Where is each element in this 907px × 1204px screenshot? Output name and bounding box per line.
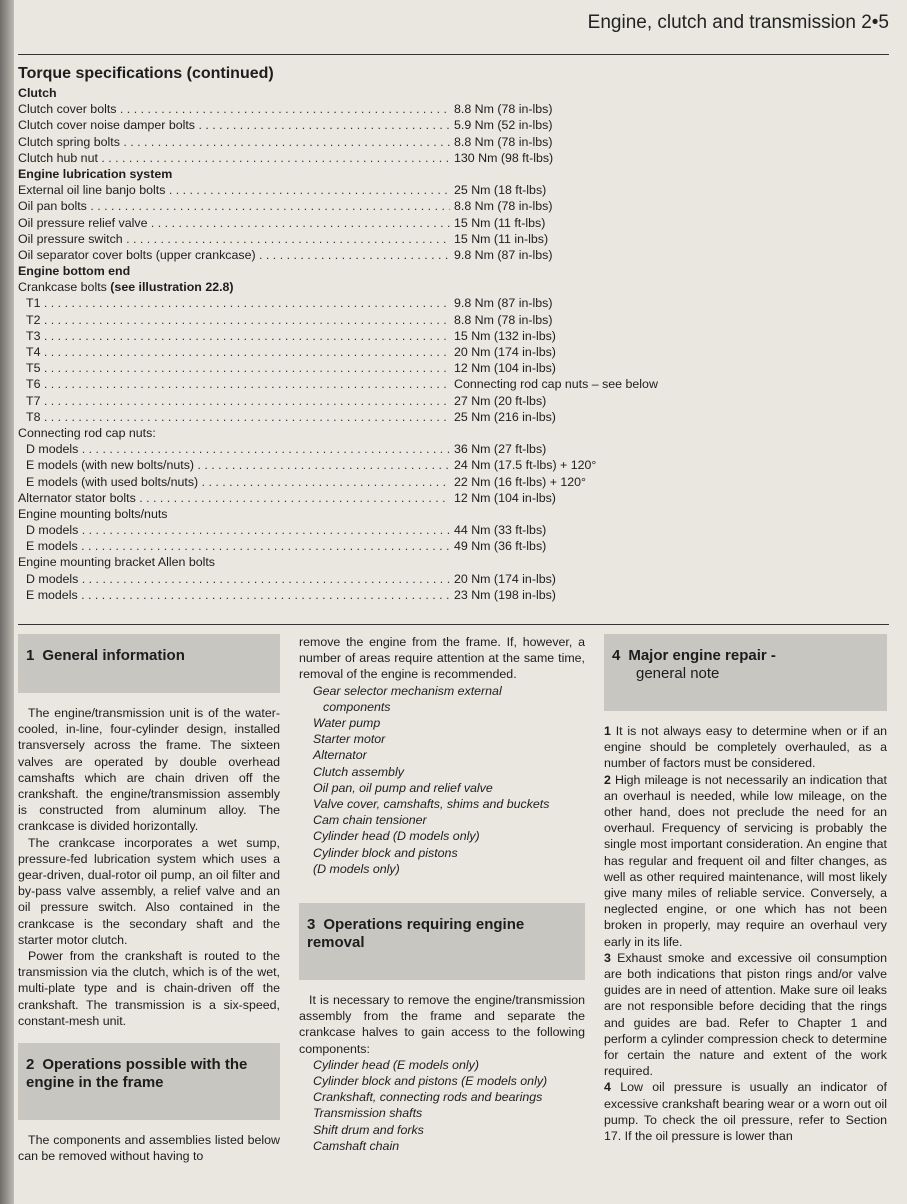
spec-value: 8.8 Nm (78 in-lbs) — [454, 312, 553, 327]
spec-value: 36 Nm (27 ft-lbs) — [454, 442, 547, 457]
spec-row — [18, 587, 888, 603]
spec-value: 8.8 Nm (78 in-lbs) — [454, 199, 553, 214]
spec-name: T7 . . . — [26, 393, 450, 409]
spec-name: T6 . . . — [26, 376, 450, 392]
list-item: Alternator — [313, 748, 367, 763]
crankcase-label: Crankcase bolts — [18, 280, 107, 295]
spec-value: 15 Nm (11 ft-lbs) — [454, 215, 546, 230]
mounting-label: Engine mounting bolts/nuts — [18, 506, 168, 521]
bottom-end-heading: Engine bottom end — [18, 264, 131, 279]
section-number: 4 — [612, 647, 621, 664]
spec-value: 20 Nm (174 in-lbs) — [454, 345, 556, 359]
page-header: Engine, clutch and transmission 2•5 — [587, 12, 889, 33]
spec-value: 5.9 Nm (52 in-lbs) — [454, 118, 553, 133]
bracket-label: Engine mounting bracket Allen bolts — [18, 555, 215, 570]
spec-row — [18, 312, 888, 328]
spec-value: 9.8 Nm (87 in-lbs) — [454, 247, 553, 262]
spec-row — [18, 101, 888, 117]
list-item: components — [323, 699, 391, 714]
spec-value: 49 Nm (36 ft-lbs) — [454, 539, 547, 554]
list-item: Camshaft chain — [313, 1138, 400, 1153]
spec-row — [18, 376, 888, 392]
paragraph: The crankcase incorporates a wet sump, pressure-fed lubrication system which uses a gear-driven, dual-rotor oil pump, an oil filter and by-pass valve assembly, a relief valve and an oil pressure switch. Also contained in the crankcase is the secondary shaft and the starter motor clutch. — [18, 835, 280, 947]
list-item: Gear selector mechanism external — [313, 683, 502, 698]
section-subtitle: general note — [636, 665, 720, 682]
spec-name: Oil pan bolts . . . — [18, 198, 450, 214]
spec-name: E models . . . — [26, 538, 450, 554]
spec-row — [18, 409, 888, 425]
spec-row — [18, 571, 888, 587]
list-item: Crankshaft, connecting rods and bearings — [313, 1090, 543, 1105]
clutch-heading: Clutch — [18, 86, 57, 100]
spec-value: Connecting rod cap nuts – see below — [454, 377, 658, 392]
spec-value: 25 Nm (18 ft-lbs) — [454, 183, 547, 198]
spec-value: 27 Nm (20 ft-lbs) — [454, 393, 547, 408]
list-item: Cylinder block and pistons (E models only) — [313, 1074, 548, 1089]
spec-name: T3 . . . — [26, 328, 450, 344]
spec-value: 12 Nm (104 in-lbs) — [454, 490, 556, 505]
spec-row — [18, 328, 888, 344]
section-title: General information — [42, 647, 185, 664]
spec-row — [18, 231, 888, 247]
conrod-label-row — [18, 425, 888, 441]
spec-name: E models (with new bolts/nuts) . . . — [26, 457, 450, 473]
mounting-label-row — [18, 506, 888, 522]
spec-row — [18, 538, 888, 554]
list-item: Starter motor — [313, 732, 386, 747]
section-1-heading — [18, 634, 280, 693]
spec-row — [18, 441, 888, 457]
conrod-label: Connecting rod cap nuts: — [18, 425, 156, 440]
list-item: Clutch assembly — [313, 764, 404, 779]
section-4-heading: 4 Major engine repair - general note — [604, 634, 887, 711]
spec-name: T4 . . . — [26, 344, 450, 360]
spec-name: Clutch cover bolts . . . — [18, 101, 450, 117]
list-item: Transmission shafts — [313, 1106, 423, 1121]
list-item: Cylinder block and pistons — [313, 845, 458, 860]
spec-name: Oil pressure switch . . . — [18, 231, 450, 247]
list-item: (D models only) — [313, 861, 400, 876]
list-item: Valve cover, camshafts, shims and buckets — [313, 797, 550, 812]
spec-row — [18, 474, 888, 490]
section-2-heading — [18, 1043, 280, 1120]
spec-value: 25 Nm (216 in-lbs) — [454, 409, 556, 424]
list-item: Shift drum and forks — [313, 1122, 424, 1137]
spec-value: 8.8 Nm (78 in-lbs) — [454, 134, 553, 149]
crankcase-label-row — [18, 279, 888, 295]
spec-value: 20 Nm (174 in-lbs) — [454, 571, 556, 586]
spec-name: D models . . . — [26, 522, 450, 538]
spec-value: 12 Nm (104 in-lbs) — [454, 361, 556, 376]
spec-name: Clutch spring bolts . . . — [18, 134, 450, 150]
spec-row — [18, 182, 888, 198]
spec-row — [18, 198, 888, 214]
paragraph: 2 High mileage is not necessarily an indication that an overhaul is needed, while low mileage, on the other hand, does not preclude the need for an overhaul. Frequency of servicing is probably the single most important consideration. An engine that has regular and frequent oil and filter changes, as well as other required maintenance, will most likely give many miles of reliable service. Conversely, a neglected engine, or one which has not been broken in properly, may require an overhaul very early in its life. — [604, 772, 887, 949]
spec-value: 23 Nm (198 in-lbs) — [454, 587, 556, 602]
spec-row — [18, 134, 888, 150]
list-item: Oil pan, oil pump and relief valve — [313, 780, 493, 795]
spec-row — [18, 247, 888, 263]
paragraph: It is necessary to remove the engine/transmission assembly from the frame and separate the crankcase halves to gain access to the following components: — [299, 993, 585, 1056]
column-1 — [18, 634, 280, 1164]
spec-row — [18, 360, 888, 376]
section-number: 2 — [26, 1056, 35, 1074]
page-binding-edge — [0, 0, 14, 1204]
spec-name: Oil pressure relief valve . . . — [18, 215, 450, 231]
spec-row — [18, 117, 888, 133]
spec-row — [18, 215, 888, 231]
spec-value: 15 Nm (11 in-lbs) — [454, 231, 549, 246]
spec-name: Oil separator cover bolts (upper crankcase) . . . — [18, 247, 450, 263]
spec-name: T5 . . . — [26, 360, 450, 376]
specs-title: Torque specifications (continued) — [18, 65, 274, 82]
paragraph: 3 Exhaust smoke and excessive oil consumption are both indications that piston rings and/or valve guides are in need of attention. Make sure oil leaks are not responsible before deciding that the rings and guides are bad. Refer to Chapter 1 and perform a cylinder compression check to determine for certain the nature and extent of the work required. — [604, 950, 887, 1079]
torque-specifications — [18, 64, 888, 603]
spec-value: 8.8 Nm (78 in-lbs) — [454, 102, 553, 117]
spec-row — [18, 490, 888, 506]
list-item: Cylinder head (E models only) — [313, 1057, 479, 1072]
paragraph: 1 It is not always easy to determine when or if an engine should be completely overhauled, as a number of factors must be considered. — [604, 724, 887, 771]
section-title: Major engine repair — [628, 647, 767, 664]
spec-row — [18, 522, 888, 538]
spec-name: External oil line banjo bolts . . . — [18, 182, 450, 198]
spec-name: T2 . . . — [26, 312, 450, 328]
spec-value: 24 Nm (17.5 ft-lbs) + 120° — [454, 458, 597, 473]
spec-row — [18, 457, 888, 473]
section-number: 1 — [26, 647, 35, 664]
lubrication-heading: Engine lubrication system — [18, 166, 173, 181]
list-item: Cylinder head (D models only) — [313, 829, 480, 844]
component-list — [299, 1057, 585, 1154]
section-title: Operations possible with the engine in the frame — [26, 1056, 248, 1092]
section-rule — [18, 624, 889, 625]
list-item: Water pump — [313, 716, 381, 731]
paragraph: 4 Low oil pressure is usually an indicator of excessive crankshaft bearing wear or a worn out oil pump. To check the oil pressure, refer to Section 17. If the oil pressure is lower than — [604, 1080, 887, 1144]
paragraph: Power from the crankshaft is routed to the transmission via the clutch, which is of the wet, multi-plate type and is chain-driven off the crankshaft. The transmission is a six-speed, constant-mesh unit. — [18, 949, 280, 1028]
header-rule — [18, 54, 889, 55]
spec-name: D models . . . — [26, 571, 450, 587]
spec-row — [18, 150, 888, 166]
spec-value: 44 Nm (33 ft-lbs) — [454, 523, 547, 538]
component-list — [299, 683, 585, 877]
section-number: 3 — [307, 916, 316, 934]
bracket-label-row — [18, 554, 888, 570]
spec-name: Clutch hub nut . . . — [18, 150, 450, 166]
column-2 — [299, 634, 585, 1154]
spec-row — [18, 344, 888, 360]
paragraph: The components and assemblies listed below can be removed without having to — [18, 1133, 280, 1164]
spec-value: 15 Nm (132 in-lbs) — [454, 328, 556, 343]
spec-value: 22 Nm (16 ft-lbs) + 120° — [454, 474, 587, 489]
section-3-heading — [299, 903, 585, 980]
spec-value: 130 Nm (98 ft-lbs) — [454, 150, 554, 165]
spec-name: Alternator stator bolts . . . — [18, 490, 450, 506]
spec-value: 9.8 Nm (87 in-lbs) — [454, 296, 553, 311]
spec-name: E models . . . — [26, 587, 450, 603]
spec-row — [18, 393, 888, 409]
crankcase-ref: (see illustration 22.8) — [110, 280, 234, 295]
section-title: Operations requiring engine removal — [307, 916, 525, 952]
paragraph: The engine/transmission unit is of the water-cooled, in-line, four-cylinder design, installed transversely across the frame. The sixteen valves are operated by double overhead camshafts which are chain driven off the crankshaft. the engine/transmission assembly is constructed from aluminum alloy. The crankcase is divided horizontally. — [18, 706, 280, 834]
spec-name: E models (with used bolts/nuts) . . . — [26, 474, 450, 490]
spec-name: D models . . . — [26, 441, 450, 457]
spec-name: T1 . . . — [26, 295, 450, 311]
spec-row — [18, 295, 888, 311]
list-item: Cam chain tensioner — [313, 813, 427, 828]
column-3 — [604, 634, 887, 1144]
spec-name: T8 . . . — [26, 409, 450, 425]
paragraph: remove the engine from the frame. If, however, a number of areas require attention at the same time, removal of the engine is recommended. — [299, 635, 585, 682]
spec-name: Clutch cover noise damper bolts . . . — [18, 117, 450, 133]
